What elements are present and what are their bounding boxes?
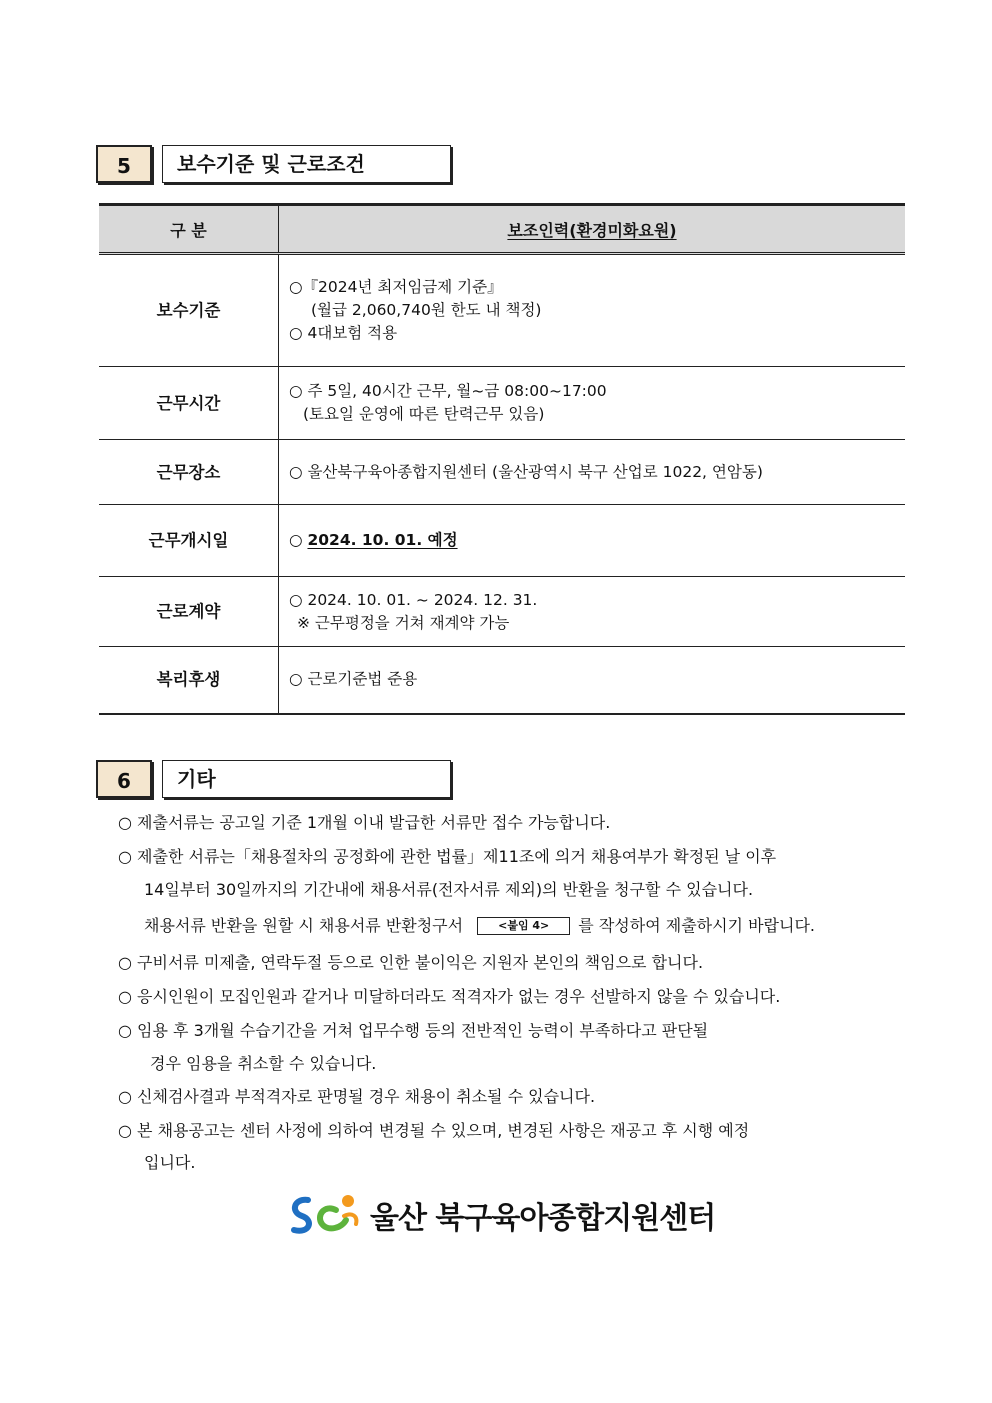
- table-header-row: [99, 205, 905, 254]
- row-content: [279, 647, 906, 714]
- row-content: [279, 254, 906, 367]
- header-category: 구 분: [99, 205, 279, 254]
- section-5-number: 5: [96, 145, 152, 183]
- table-row: [99, 577, 905, 647]
- list-item-continuation: 입니다.: [144, 1153, 196, 1172]
- list-item: ○ 제출한 서류는「채용절차의 공정화에 관한 법률」제11조에 의거 채용여부가 확정된 날 이후: [118, 847, 777, 866]
- row-line: ※ 근무평정을 거쳐 재계약 가능: [297, 613, 510, 632]
- row-label: 근무장소: [99, 440, 279, 505]
- row-line: ○ 주 5일, 40시간 근무, 월~금 08:00~17:00: [289, 382, 607, 400]
- center-logo-text: 울산 북구육아종합지원센터: [370, 1201, 716, 1236]
- list-item: ○ 응시인원이 모집인원과 같거나 미달하더라도 적격자가 없는 경우 선발하지 않을 수 있습니다.: [118, 987, 781, 1006]
- row-label: 복리후생: [99, 647, 279, 714]
- row-line: ○ 울산북구육아종합지원센터 (울산광역시 북구 산업로 1022, 연암동): [289, 462, 763, 481]
- header-position: 보조인력(환경미화요원): [279, 205, 906, 254]
- row-label: 보수기준: [99, 254, 279, 367]
- row-line: ○ 2024. 10. 01. ~ 2024. 12. 31.: [289, 590, 538, 609]
- row-line: ○ 4대보험 적용: [289, 324, 398, 342]
- section-5-title: 보수기준 및 근로조건: [162, 145, 451, 183]
- list-item: ○ 임용 후 3개월 수습기간을 거쳐 업무수행 등의 전반적인 능력이 부족하다고 판단될: [118, 1021, 709, 1040]
- row-content: [279, 577, 906, 647]
- center-logo: [288, 1192, 715, 1238]
- table-row: [99, 367, 905, 440]
- table-row: [99, 647, 905, 714]
- table-row: [99, 440, 905, 505]
- notice-list: [118, 806, 908, 1178]
- center-logo-icon: [288, 1192, 360, 1238]
- row-line: ○ 근로기준법 준용: [289, 670, 418, 689]
- list-item-continuation: 14일부터 30일까지의 기간내에 채용서류(전자서류 제외)의 반환을 청구할 수 있습니다.: [144, 880, 754, 899]
- table-row: [99, 505, 905, 577]
- row-line: ○『2024년 최저임금제 기준』: [289, 278, 503, 296]
- row-line: (토요일 운영에 따른 탄력근무 있음): [303, 405, 545, 423]
- list-item: ○ 신체검사결과 부적격자로 판명될 경우 채용이 취소될 수 있습니다.: [118, 1087, 596, 1106]
- start-date: 2024. 10. 01. 예정: [307, 531, 458, 549]
- section-6-number: 6: [96, 760, 152, 798]
- row-line: (월급 2,060,740원 한도 내 책정): [311, 301, 542, 319]
- row-content: [279, 440, 906, 505]
- return-form-text-end: 를 작성하여 제출하시기 바랍니다.: [578, 916, 816, 935]
- row-content: [279, 505, 906, 577]
- list-item: ○ 본 채용공고는 센터 사정에 의하여 변경될 수 있으며, 변경된 사항은 재공고 후 시행 예정: [118, 1121, 750, 1140]
- row-label: 근로계약: [99, 577, 279, 647]
- conditions-table: [99, 203, 905, 715]
- table-row: [99, 254, 905, 367]
- list-item: ○ 구비서류 미제출, 연락두절 등으로 인한 불이익은 지원자 본인의 책임으로 합니다.: [118, 953, 704, 972]
- list-item-continuation: 경우 임용을 취소할 수 있습니다.: [150, 1054, 377, 1073]
- list-item-continuation: [118, 906, 908, 946]
- bullet-marker: ○: [289, 531, 303, 549]
- row-label: 근무시간: [99, 367, 279, 440]
- attachment-label: <붙임 4>: [477, 917, 570, 935]
- section-6-title: 기타: [162, 760, 451, 798]
- row-content: [279, 367, 906, 440]
- return-form-text: 채용서류 반환을 원할 시 채용서류 반환청구서: [144, 916, 464, 935]
- list-item: ○ 제출서류는 공고일 기준 1개월 이내 발급한 서류만 접수 가능합니다.: [118, 813, 611, 832]
- row-label: 근무개시일: [99, 505, 279, 577]
